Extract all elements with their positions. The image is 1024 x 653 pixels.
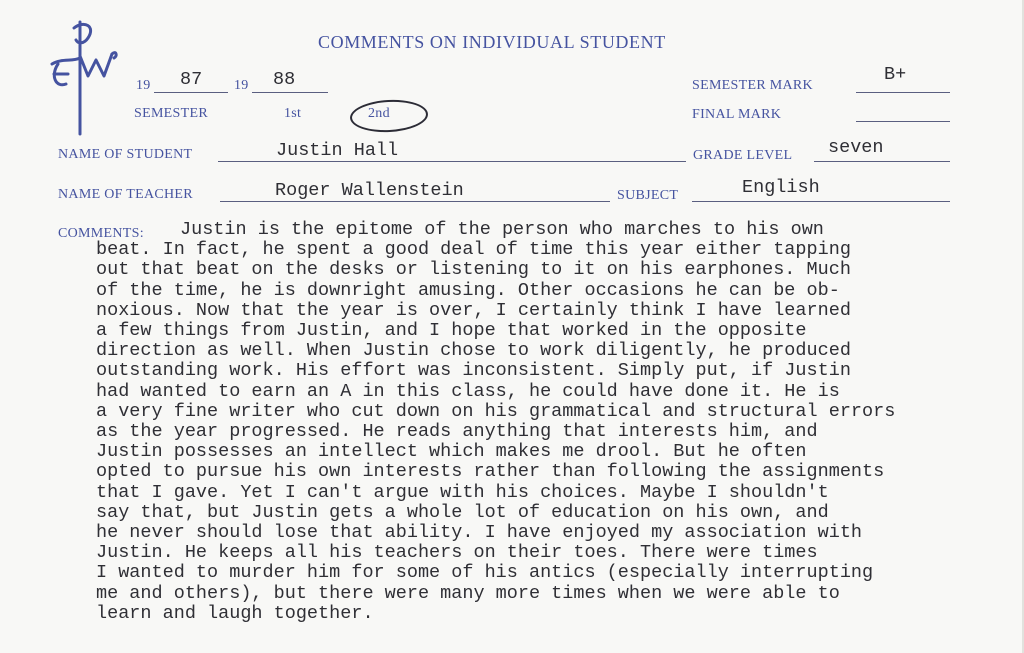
comment-line: beat. In fact, he spent a good deal of time this year either tapping (96, 239, 851, 261)
comment-line: me and others), but there were many more times when we were able to (96, 582, 840, 604)
comment-line: Justin possesses an intellect which makes me drool. But he often (96, 441, 807, 463)
final-mark-line (856, 121, 950, 122)
comment-line: learn and laugh together. (96, 602, 374, 624)
comment-line: out that beat on the desks or listening to it on his earphones. Much (96, 259, 851, 281)
teacher-name-value: Roger Wallenstein (275, 180, 464, 201)
semester-mark-value: B+ (884, 64, 907, 85)
comment-line: a few things from Justin, and I hope that worked in the opposite (96, 320, 807, 342)
fw-monogram-logo (44, 18, 124, 138)
subject-label: SUBJECT (617, 188, 679, 203)
year-2-value: 88 (273, 69, 296, 90)
grade-level-label: GRADE LEVEL (693, 148, 793, 163)
year-1-line (154, 92, 228, 93)
comment-line: that I gave. Yet I can't argue with his choices. Maybe I shouldn't (96, 481, 829, 503)
comment-line: as the year progressed. He reads anything that interests him, and (96, 421, 818, 443)
subject-value: English (742, 177, 820, 198)
comment-line: outstanding work. His effort was inconsistent. Simply put, if Justin (96, 360, 851, 382)
semester-mark-line (856, 92, 950, 93)
grade-level-line (814, 161, 950, 162)
comment-line: direction as well. When Justin chose to work diligently, he produced (96, 340, 851, 362)
student-name-label: NAME OF STUDENT (58, 147, 193, 162)
comments-label: COMMENTS: (58, 226, 144, 241)
semester-mark-label: SEMESTER MARK (692, 78, 813, 93)
comment-line: I wanted to murder him for some of his antics (especially interrupting (96, 562, 874, 584)
comment-line: a very fine writer who cut down on his grammatical and structural errors (96, 400, 896, 422)
form-title: COMMENTS ON INDIVIDUAL STUDENT (318, 32, 666, 52)
comment-line: say that, but Justin gets a whole lot of education on his own, and (96, 501, 829, 523)
comment-line: of the time, he is downright amusing. Other occasions he can be ob- (96, 279, 840, 301)
selected-semester-circle (349, 98, 429, 134)
student-name-value: Justin Hall (276, 140, 399, 161)
year-prefix-1: 19 (136, 78, 151, 93)
comment-line: he never should lose that ability. I have enjoyed my association with (96, 522, 863, 544)
comment-line: Justin. He keeps all his teachers on their toes. There were times (96, 542, 818, 564)
semester-second-option: 2nd (368, 106, 390, 121)
final-mark-label: FINAL MARK (692, 107, 782, 122)
teacher-name-line (220, 201, 610, 202)
subject-line (692, 201, 950, 202)
comment-line: had wanted to earn an A in this class, he could have done it. He is (96, 380, 840, 402)
teacher-name-label: NAME OF TEACHER (58, 187, 193, 202)
comment-line: Justin is the epitome of the person who marches to his own (180, 219, 824, 240)
year-2-line (252, 92, 328, 93)
year-1-value: 87 (180, 69, 203, 90)
semester-label: SEMESTER (134, 106, 208, 121)
year-prefix-2: 19 (234, 78, 249, 93)
grade-level-value: seven (828, 137, 884, 158)
comment-line: opted to pursue his own interests rather than following the assignments (96, 461, 885, 483)
student-name-line (218, 161, 686, 162)
comment-line: noxious. Now that the year is over, I certainly think I have learned (96, 299, 851, 321)
semester-first-option: 1st (284, 106, 302, 121)
comments-body (96, 220, 996, 624)
